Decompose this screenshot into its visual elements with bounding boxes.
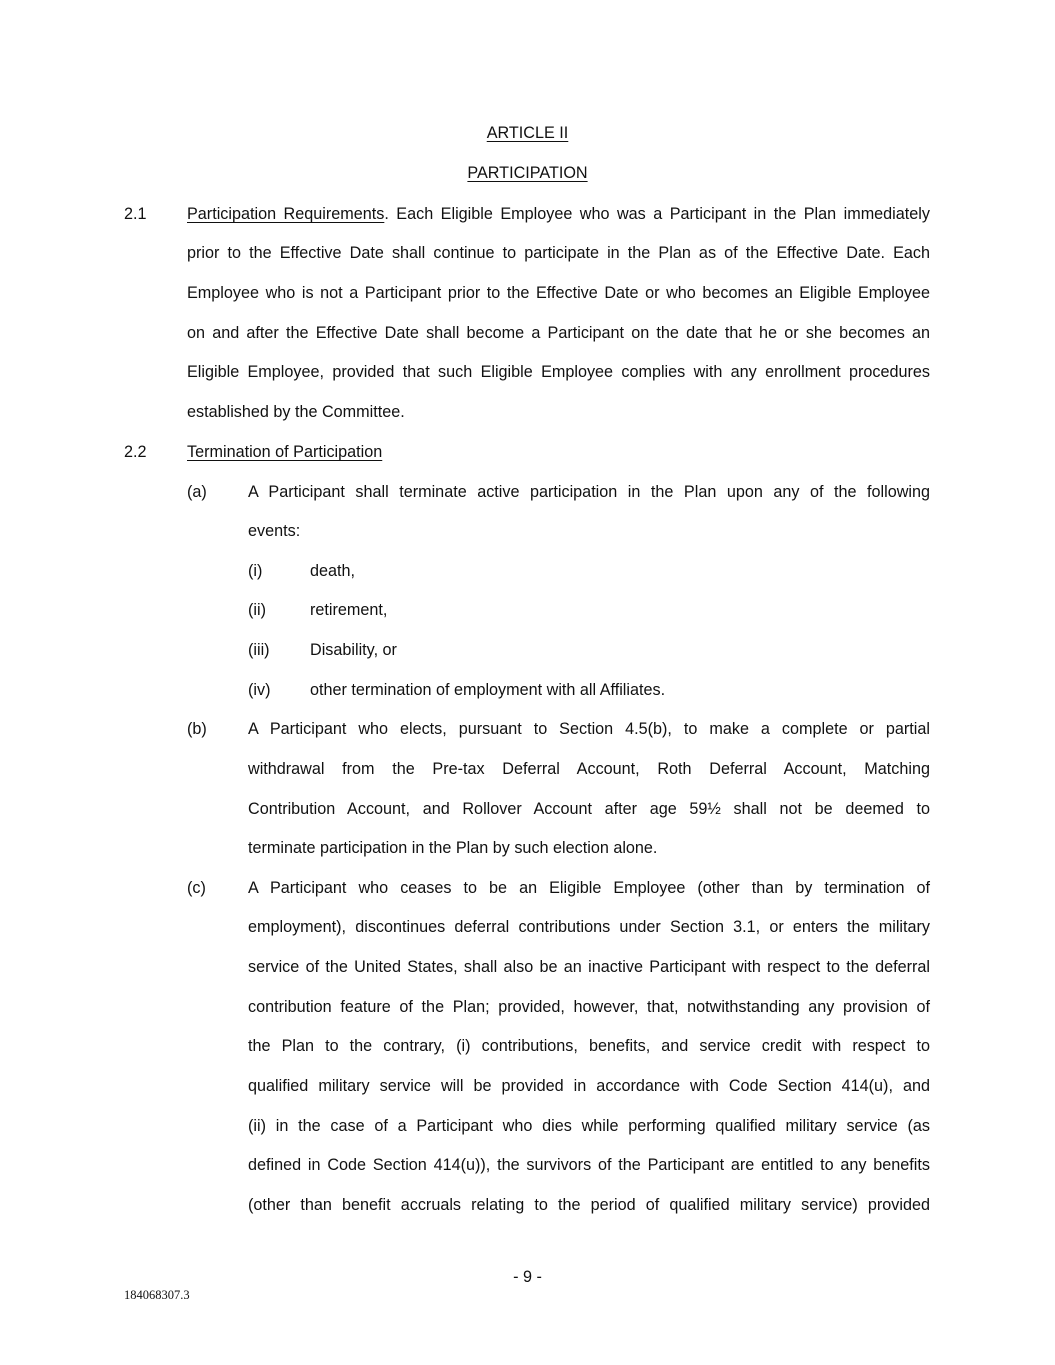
- subsection-c-line-4: contribution feature of the Plan; provided, however, that, notwithstanding any provision of: [248, 998, 930, 1016]
- page-number: - 9 -: [513, 1268, 542, 1286]
- section-2-1-line-1: [187, 204, 930, 224]
- section-2-1-line-3: Employee who is not a Participant prior to the Effective Date or who becomes an Eligible Employee: [187, 284, 930, 302]
- subsection-c-line-6: qualified military service will be provided in accordance with Code Section 414(u), and: [248, 1077, 930, 1095]
- subsection-c-line-8: defined in Code Section 414(u)), the survivors of the Participant are entitled to any benefits: [248, 1156, 930, 1174]
- section-2-1-line-6: established by the Committee.: [187, 403, 405, 421]
- section-number-2-1: 2.1: [124, 205, 147, 223]
- section-2-1-heading: Participation Requirements: [187, 205, 385, 223]
- section-2-1-line-1-text: . Each Eligible Employee who was a Participant in the Plan immediately: [384, 205, 930, 223]
- item-i-text: death,: [310, 562, 356, 580]
- item-iv-text: other termination of employment with all Affiliates.: [310, 681, 666, 699]
- subsection-c-line-2: employment), discontinues deferral contributions under Section 3.1, or enters the military: [248, 918, 930, 936]
- subsection-c-line-7: (ii) in the case of a Participant who dies while performing qualified military service (as: [248, 1117, 930, 1135]
- subsection-c-line-3: service of the United States, shall also be an inactive Participant with respect to the deferral: [248, 958, 930, 976]
- subsection-c-line-5: the Plan to the contrary, (i) contributions, benefits, and service credit with respect to: [248, 1037, 930, 1055]
- article-heading: ARTICLE II: [486, 124, 569, 142]
- section-number-2-2: 2.2: [124, 443, 147, 461]
- subsection-c-line-1: A Participant who ceases to be an Eligible Employee (other than by termination of: [248, 879, 930, 897]
- item-ii-text: retirement,: [310, 601, 388, 619]
- item-ii-label: (ii): [248, 601, 266, 619]
- item-iii-text: Disability, or: [310, 641, 397, 659]
- subsection-c-line-9: (other than benefit accruals relating to the period of qualified military service) provided: [248, 1196, 930, 1214]
- item-iii-label: (iii): [248, 641, 270, 659]
- document-id: 184068307.3: [124, 1288, 190, 1302]
- subsection-b-line-3: Contribution Account, and Rollover Account after age 59½ shall not be deemed to: [248, 800, 930, 818]
- article-title: PARTICIPATION: [467, 164, 588, 182]
- subsection-b-line-1: A Participant who elects, pursuant to Section 4.5(b), to make a complete or partial: [248, 720, 930, 738]
- subsection-a-line-1: A Participant shall terminate active participation in the Plan upon any of the following: [248, 483, 930, 501]
- item-i-label: (i): [248, 562, 263, 580]
- subsection-b-line-4: terminate participation in the Plan by such election alone.: [248, 839, 658, 857]
- subsection-a-line-2: events:: [248, 522, 301, 540]
- subsection-a-label: (a): [187, 483, 207, 501]
- subsection-c-label: (c): [187, 879, 206, 897]
- section-2-1-line-4: on and after the Effective Date shall become a Participant on the date that he or she becomes an: [187, 324, 930, 342]
- item-iv-label: (iv): [248, 681, 271, 699]
- subsection-b-line-2: withdrawal from the Pre-tax Deferral Account, Roth Deferral Account, Matching: [248, 760, 930, 778]
- subsection-b-label: (b): [187, 720, 207, 738]
- section-2-1-line-2: prior to the Effective Date shall continue to participate in the Plan as of the Effective Date. Each: [187, 244, 930, 262]
- section-2-2-heading: Termination of Participation: [187, 443, 383, 461]
- section-2-1-line-5: Eligible Employee, provided that such Eligible Employee complies with any enrollment procedures: [187, 363, 930, 381]
